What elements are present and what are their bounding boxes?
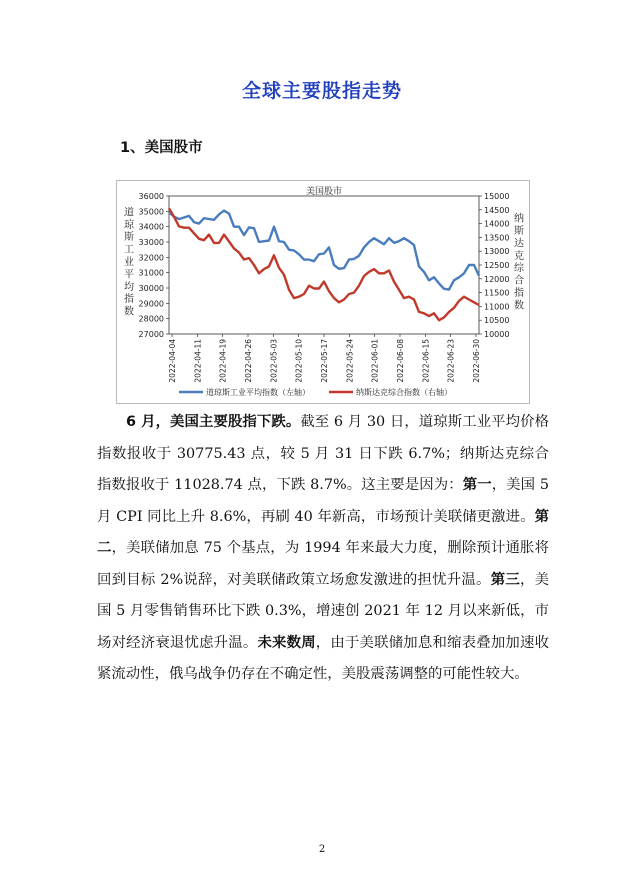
x-tick-label: 2022-05-24 [345,339,355,383]
x-tick-label: 2022-06-08 [396,339,405,383]
y-left-tick-label: 33000 [138,238,164,247]
legend-label: 纳斯达克综合指数（右轴） [356,388,452,397]
page-title: 全球主要股指走势 [241,80,402,102]
y-left-axis-title-char: 数 [124,306,134,318]
legend-label: 道琼斯工业平均指数（左轴） [206,388,310,397]
y-right-tick-label: 12500 [484,261,510,270]
x-tick-label: 2022-04-04 [168,339,177,383]
x-tick-label: 2022-04-26 [244,339,253,383]
x-tick-label: 2022-04-11 [193,339,203,383]
body-text-5: ，由于美联储加息和缩表叠加加速收紧流动性，俄乌战争仍存在不确定性，美股震荡调整的可能性较大。 [97,634,549,682]
y-left-tick-label: 35000 [138,207,164,217]
y-right-axis-title-char: 数 [514,300,524,312]
y-right-axis-title-char: 纳 [514,213,524,225]
page-number: 2 [318,844,326,855]
y-left-tick-label: 32000 [138,253,164,263]
y-right-axis-title-char: 克 [514,250,524,262]
x-tick-label: 2022-06-01 [370,339,380,383]
y-right-tick-label: 14000 [484,219,510,229]
y-right-axis-title-char: 指 [514,288,524,299]
point-third: 第三 [490,571,520,588]
y-right-tick-label: 11500 [484,288,510,298]
series-line-0 [169,211,479,290]
point-outlook: 未来数周 [257,634,316,651]
body-paragraph [97,407,549,691]
lead-sentence: 6 月，美国主要股指下跌。 [126,414,301,430]
y-left-axis-title-char: 琼 [124,219,134,231]
y-left-tick-label: 28000 [138,314,164,324]
us-stock-chart [117,181,529,403]
y-left-tick-label: 31000 [138,268,164,278]
x-tick-label: 2022-04-19 [218,339,228,383]
y-left-axis-title-char: 工 [124,244,134,256]
y-right-axis-title-char: 达 [514,238,524,250]
y-left-axis-title-char: 平 [124,269,134,281]
y-right-axis-title-char: 斯 [514,226,524,237]
y-left-axis-title-char: 均 [124,281,134,293]
y-right-axis-title-char: 综 [514,263,524,275]
x-tick-label: 2022-05-10 [294,339,304,383]
y-right-tick-label: 10500 [484,316,510,326]
x-tick-label: 2022-06-30 [472,339,481,383]
y-right-tick-label: 13500 [484,233,510,243]
body-text-2: ，美国 5 月 CPI 同比上升 8.6%，再刷 40 年新高，市场预计美联储更激进。 [97,477,549,525]
y-right-tick-label: 10000 [484,330,510,339]
y-left-tick-label: 36000 [138,192,164,201]
chart-title: 美国股市 [305,187,343,197]
series-line-1 [169,208,479,320]
point-first: 第一 [462,477,492,493]
y-right-axis-title-char: 合 [514,275,524,287]
y-right-tick-label: 12000 [484,274,510,284]
x-tick-label: 2022-06-23 [446,339,456,383]
y-left-tick-label: 29000 [138,299,164,309]
y-right-tick-label: 11000 [484,302,510,312]
y-left-tick-label: 34000 [138,222,164,232]
chart-frame [116,180,530,404]
x-tick-label: 2022-05-03 [269,339,279,383]
y-left-axis-title-char: 斯 [124,232,134,244]
body-text-1: 截至 6 月 30 日，道琼斯工业平均价格指数报收于 30775.43 点，较 5 月 31 日下跌 6.7%；纳斯达克综合指数报收于 11028.74 点，下跌 8.7%。这主要是因为： [97,414,549,493]
y-left-tick-label: 30000 [138,284,164,293]
x-tick-label: 2022-05-17 [320,339,329,383]
body-text-4: ，美国 5 月零售销售环比下跌 0.3%，增速创 2021 年 12 月以来新低，市场对经济衰退忧虑升温。 [97,571,549,651]
section-heading: 1、美国股市 [120,140,203,156]
x-tick-label: 2022-06-15 [421,339,431,383]
y-left-axis-title-char: 道 [124,207,134,219]
body-text-3: ，美联储加息 75 个基点，为 1994 年来最大力度，删除预计通胀将回到目标 2%说辞，对美联储政策立场愈发激进的担忧升温。 [97,540,549,588]
y-right-tick-label: 15000 [484,192,510,201]
y-right-tick-label: 13000 [484,247,510,257]
y-left-tick-label: 27000 [138,330,164,339]
y-left-axis-title-char: 业 [124,257,134,268]
point-second: 第二 [97,508,549,556]
y-right-tick-label: 14500 [484,205,510,215]
y-left-axis-title-char: 指 [124,294,134,306]
